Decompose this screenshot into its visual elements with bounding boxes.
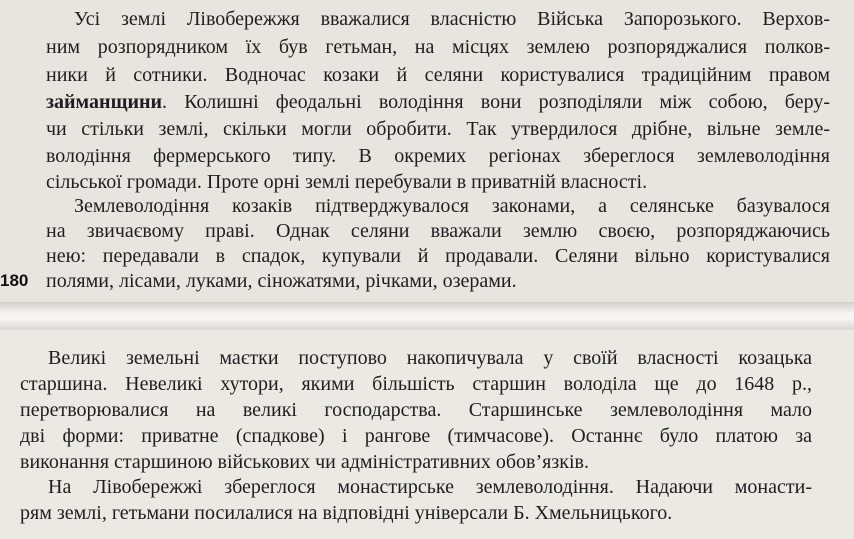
text-line: нею: передавали в спадок, купували й продавали. Селяни вільно користувалися	[46, 245, 830, 267]
text-line: дві форми: приватне (спадкове) і рангове (тимчасове). Останнє було платою за	[20, 425, 812, 447]
text-line: На Лівобережжі збереглося монастирське землеволодіння. Надаючи монасти-	[48, 476, 812, 498]
text-line: ним розпорядником їх був гетьман, на місцях землею розпоряджалися полков-	[46, 36, 830, 58]
text-line: чи стільки землі, скільки могли обробити. Так утвердилося дрібне, вільне земле-	[46, 118, 830, 140]
text-line: сільської громади. Проте орні землі перебували в приватній власності.	[46, 171, 648, 193]
text-line: полями, лісами, луками, сіножатями, річками, озерами.	[46, 270, 517, 292]
text-line: ники й сотники. Водночас козаки й селяни користувалися традиційним правом	[46, 64, 830, 86]
text-line: старшина. Невеликі хутори, якими більшість старшин володіла ще до 1648 р.,	[20, 373, 812, 395]
text-line: рям землі, гетьмани посилалися на відповідні універсали Б. Хмельницького.	[20, 502, 673, 524]
text-line: Землеволодіння козаків підтверджувалося законами, а селянське базувалося	[74, 195, 830, 217]
page-gap	[0, 302, 854, 330]
text-line: на звичаєвому праві. Однак селяни вважали землю своєю, розпоряджаючись	[46, 220, 830, 242]
bottom-page	[0, 330, 854, 539]
text-line: володіння фермерського типу. В окремих регіонах збереглося землеволодіння	[46, 145, 830, 167]
text-line: перетворювалися на великі господарства. Старшинське землеволодіння мало	[20, 399, 812, 421]
text-line-rest: . Колишні феодальні володіння вони розподіляли між собою, беру-	[162, 91, 830, 113]
page-number: 180	[0, 271, 29, 290]
text-line: виконання старшиною військових чи адміністративних обов’язків.	[20, 451, 589, 473]
text-line: Усі землі Лівобережжя вважалися власністю Війська Запорозького. Верхов-	[74, 8, 830, 30]
text-line	[46, 89, 830, 115]
text-line: Великі земельні маєтки поступово накопичувала у своїй власності козацька	[48, 347, 812, 369]
bold-term: займанщини	[46, 91, 163, 113]
